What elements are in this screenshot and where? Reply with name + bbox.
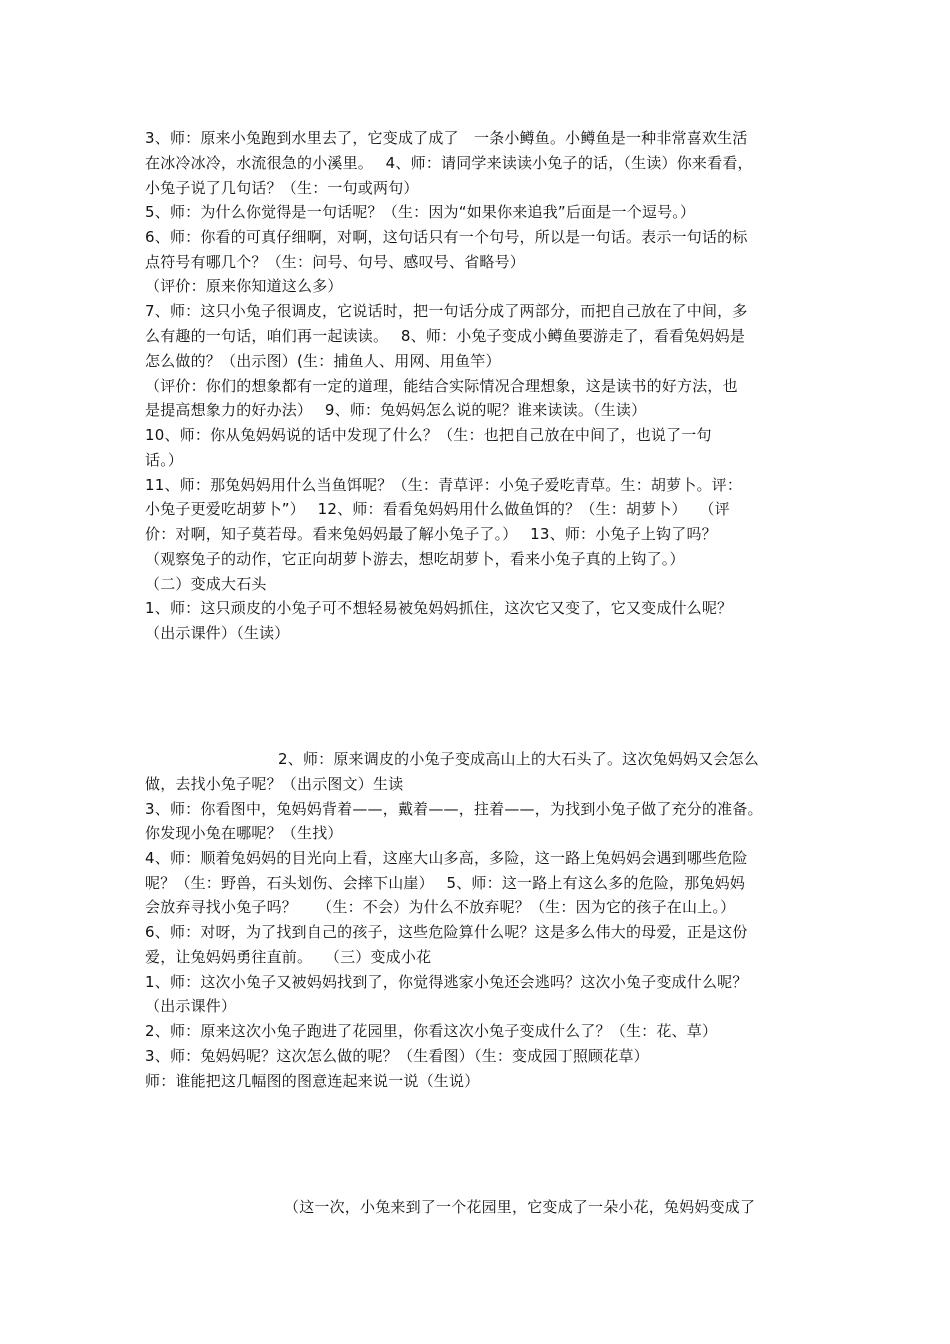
text-line: 呢？（生：野兽，石头划伤、会摔下山崖） 5、师：这一路上有这么多的危险，那兔妈妈 [145,874,746,892]
text-line: 会放弃寻找小兔子吗？ （生：不会）为什么不放弃呢？（生：因为它的孩子在山上。） [145,898,736,916]
text-line: （这一次，小兔来到了一个花园里，它变成了一朵小花，兔妈妈变成了 [284,1198,756,1216]
text-line: 小兔子更爱吃胡萝卜”） 12、师：看看兔妈妈用什么做鱼饵的？（生：胡萝卜） （评 [145,500,730,518]
text-line: 么有趣的一句话，咱们再一起读读。 8、师：小兔子变成小鳟鱼要游走了，看看兔妈妈是 [145,327,746,345]
text-line: 3、师：你看图中，兔妈妈背着——，戴着——，拄着——，为找到小兔子做了充分的准备。 [145,800,763,818]
text-line: 3、师：兔妈妈呢？这次怎么做的呢？（生看图）（生：变成园丁照顾花草） [145,1047,649,1065]
text-line: （观察兔子的动作，它正向胡萝卜游去，想吃胡萝卜，看来小兔子真的上钩了。） [145,550,685,568]
text-line: 6、师：你看的可真仔细啊，对啊，这句话只有一个句号，所以是一句话。表示一句话的标 [145,228,748,246]
text-line: 小兔子说了几句话？（生：一句或两句） [145,179,419,197]
text-line: 7、师：这只小兔子很调皮，它说话时，把一句话分成了两部分，而把自己放在了中间，多 [145,302,748,320]
text-line: 11、师：那兔妈妈用什么当鱼饵呢？（生：青草评：小兔子爱吃青草。生：胡萝卜。评： [145,476,743,494]
text-line: 爱，让兔妈妈勇往直前。 （三）变成小花 [145,948,432,966]
text-line: （出示课件）（生读） [145,624,290,642]
text-line: 做，去找小兔子呢？（出示图文）生读 [145,775,404,793]
text-line: 在冰冷冰冷，水流很急的小溪里。 4、师：请同学来读读小兔子的话，（生读）你来看看， [145,154,753,172]
text-line: 点符号有哪几个？（生：问号、句号、感叹号、省略号） [145,253,526,271]
text-line: 3、师：原来小兔跑到水里去了，它变成了成了 一条小鳟鱼。小鳟鱼是一种非常喜欢生活 [145,129,748,147]
text-line: 是提高想象力的好办法） 9、师：兔妈妈怎么说的呢？谁来读读。（生读） [145,401,647,419]
text-line: 5、师：为什么你觉得是一句话呢？（生：因为“如果你来追我”后面是一个逗号。） [145,203,696,221]
text-line: 你发现小兔在哪呢？（生找） [145,824,343,842]
text-line: 价：对啊，知子莫若母。看来兔妈妈最了解小兔子了。） 13、师：小兔子上钩了吗？ [145,525,717,543]
text-line: 1、师：这次小兔子又被妈妈找到了，你觉得逃家小兔还会逃吗？这次小兔子变成什么呢？ [145,973,748,991]
text-line: 4、师：顺着兔妈妈的目光向上看，这座大山多高，多险，这一路上兔妈妈会遇到哪些危险 [145,849,748,867]
text-line: 怎么做的？（出示图）(生：捕鱼人、用网、用鱼竿） [145,352,501,370]
text-line: 2、师：原来这次小兔子跑进了花园里，你看这次小兔子变成什么了？（生：花、草） [145,1022,718,1040]
text-line: （评价：原来你知道这么多） [145,277,343,295]
text-line: 10、师：你从兔妈妈说的话中发现了什么？（生：也把自己放在中间了，也说了一句 [145,426,712,444]
text-line: 2、师：原来调皮的小兔子变成高山上的大石头了。这次兔妈妈又会怎么 [278,750,759,768]
text-line: 1、师：这只顽皮的小兔子可不想轻易被兔妈妈抓住，这次它又变了，它又变成什么呢？ [145,599,733,617]
text-line: （出示课件） [145,997,237,1015]
section-heading: （二）变成大石头 [145,575,267,593]
text-line: 6、师：对呀，为了找到自己的孩子，这些危险算什么呢？这是多么伟大的母爱，正是这份 [145,923,748,941]
text-line: 话。） [145,451,184,469]
text-line: （评价：你们的想象都有一定的道理，能结合实际情况合理想象，这是读书的好方法，也 [145,377,738,395]
text-line: 师：谁能把这几幅图的图意连起来说一说（生说） [145,1072,480,1090]
